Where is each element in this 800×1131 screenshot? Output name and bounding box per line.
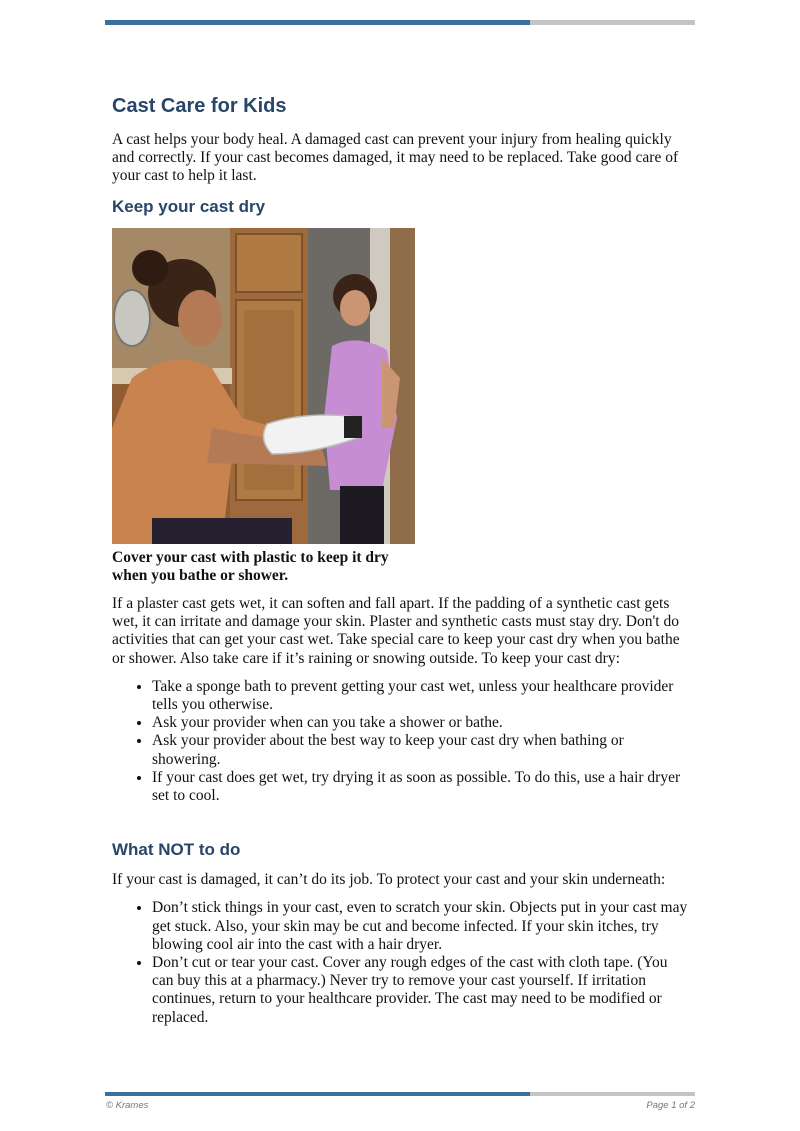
list-item: • If your cast does get wet, try drying it as soon as possible. To do this, use a hair dryer set to cool. bbox=[152, 769, 692, 805]
list-item: • Take a sponge bath to prevent getting your cast wet, unless your healthcare provider tells you otherwise. bbox=[152, 678, 692, 714]
cast-photo bbox=[112, 228, 415, 544]
list-item: • Ask your provider when can you take a shower or bathe. bbox=[152, 714, 692, 732]
footer-accent-fill bbox=[105, 1092, 530, 1096]
header-accent-bar bbox=[105, 20, 695, 25]
intro-paragraph: A cast helps your body heal. A damaged cast can prevent your injury from healing quickly and correctly. If your cast becomes damaged, it may need to be replaced. Take good care of your cast to help it last. bbox=[112, 131, 679, 185]
keep-dry-paragraph: If a plaster cast gets wet, it can soften and fall apart. If the padding of a synthetic cast gets wet, it can irritate and damage your skin. Plaster and synthetic casts must stay dry. Don't do activities that can get your cast wet. Take special care to keep your cast dry when you bathe or shower. Also take care if it’s raining or snowing outside. To keep your cast dry: bbox=[112, 595, 680, 667]
section-heading-keep-dry: Keep your cast dry bbox=[112, 196, 266, 216]
photo-caption: Cover your cast with plastic to keep it dry when you bathe or shower. bbox=[112, 548, 389, 584]
keep-dry-list bbox=[112, 678, 692, 805]
footer-page-number: Page 1 of 2 bbox=[646, 1100, 695, 1111]
footer-copyright: © Krames bbox=[106, 1100, 149, 1111]
list-item: • Ask your provider about the best way to keep your cast dry when bathing or showering. bbox=[152, 732, 692, 768]
list-item: • Don’t stick things in your cast, even to scratch your skin. Objects put in your cast may get stuck. Also, your skin may be cut and become infected. If your skin itches, try blowing cool air into the cast with a hair dryer. bbox=[152, 899, 692, 954]
list-item: • Don’t cut or tear your cast. Cover any rough edges of the cast with cloth tape. (You can buy this at a pharmacy.) Never try to remove your cast yourself. If irritation continues, return to your healthcare provider. The cast may need to be modified or replaced. bbox=[152, 954, 692, 1027]
what-not-list bbox=[112, 899, 692, 1026]
footer-accent-bar bbox=[105, 1092, 695, 1096]
what-not-paragraph: If your cast is damaged, it can’t do its job. To protect your cast and your skin underneath: bbox=[112, 871, 666, 889]
header-accent-fill bbox=[105, 20, 530, 25]
document-content bbox=[112, 93, 692, 1027]
page-title: Cast Care for Kids bbox=[112, 95, 287, 117]
section-heading-what-not: What NOT to do bbox=[112, 840, 241, 860]
